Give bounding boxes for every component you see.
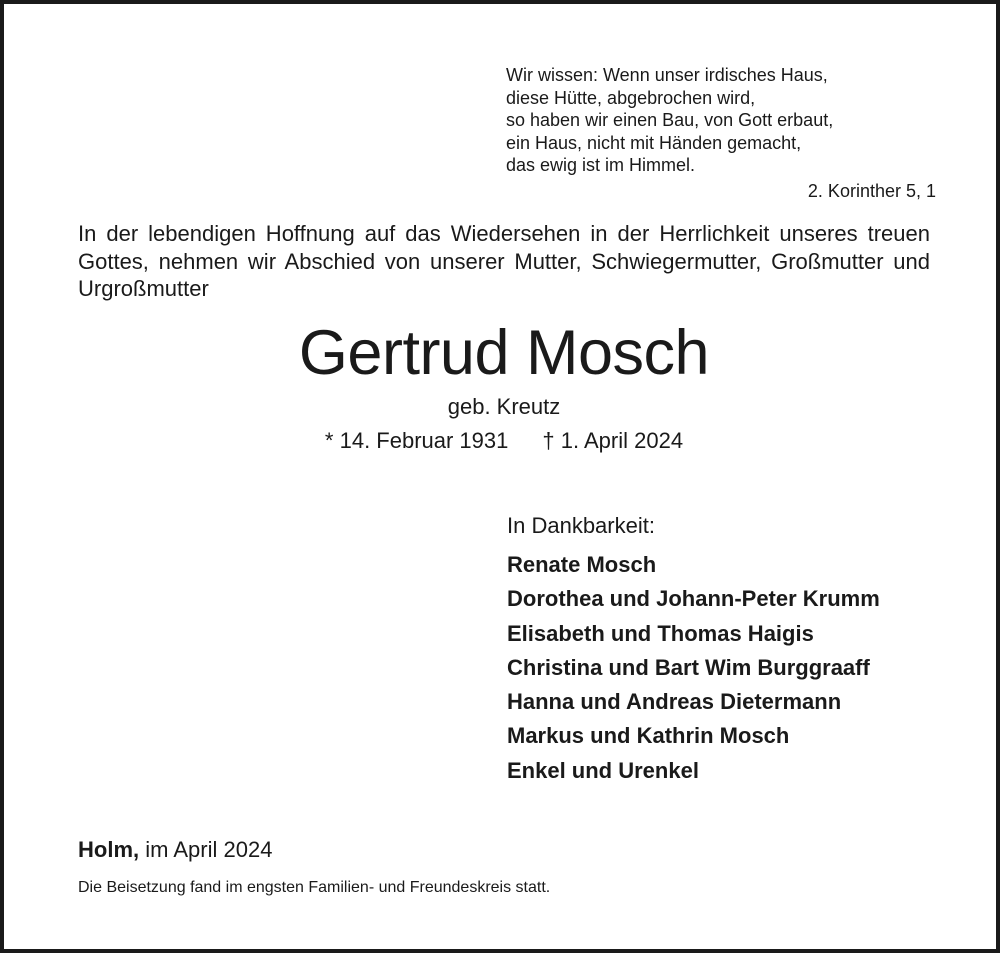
verse-reference: 2. Korinther 5, 1 [807,180,936,201]
mourner-name: Enkel und Urenkel [507,757,699,783]
mourner-name: Hanna und Andreas Dietermann [507,689,842,715]
intro-text: In der lebendigen Hoffnung auf das Wiedersehen in der Herrlichkeit unseres treuen Gottes, nehmen wir Abschied von unserer Mutter, Schwiegermutter, Großmutter und Urgroßmutter [78,221,930,301]
mourner-name: Markus und Kathrin Mosch [507,723,790,749]
deceased-name: Gertrud Mosch [298,318,710,388]
life-dates [4,427,1000,455]
mourner-name: Renate Mosch [507,552,657,577]
death-date: † 1. April 2024 [542,428,684,453]
burial-note: Die Beisetzung fand im engsten Familien- und Freundeskreis statt. [78,879,551,896]
verse-line: Wir wissen: Wenn unser irdisches Haus, [506,65,828,85]
mourner-name: Dorothea und Johann-Peter Krumm [507,586,880,612]
birth-date: * 14. Februar 1931 [324,428,509,453]
place-date [78,836,272,864]
place: Holm, [78,837,140,862]
birth-name: geb. Kreutz [447,394,561,419]
mourners-list [507,548,880,788]
date: im April 2024 [145,837,273,862]
mourners-heading: In Dankbarkeit: [507,513,655,538]
verse-line: das ewig ist im Himmel. [506,155,696,175]
mourner-name: Elisabeth und Thomas Haigis [507,620,814,646]
verse-line: so haben wir einen Bau, von Gott erbaut, [506,110,834,130]
bible-verse [506,64,936,202]
verse-line: diese Hütte, abgebrochen wird, [506,87,756,108]
verse-line: ein Haus, nicht mit Händen gemacht, [506,132,802,153]
mourner-name: Christina und Bart Wim Burggraaff [507,654,870,680]
